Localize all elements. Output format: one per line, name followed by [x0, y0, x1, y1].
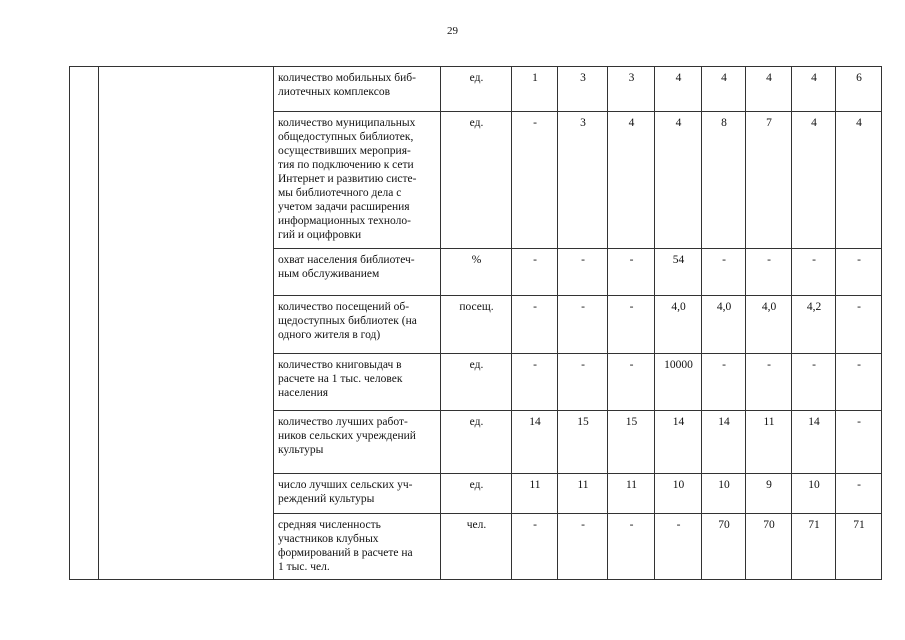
- table-body: [70, 67, 882, 580]
- value-cell: -: [558, 514, 608, 580]
- value-cell: -: [558, 249, 608, 296]
- indicator-cell: число лучших сельских уч- реждений культуры: [274, 474, 441, 514]
- value-cell: 10: [655, 474, 702, 514]
- value-cell: 10: [702, 474, 746, 514]
- value-cell: 71: [836, 514, 882, 580]
- unit-cell: посещ.: [441, 296, 512, 354]
- value-cell: 6: [836, 67, 882, 112]
- value-cell: 9: [746, 474, 792, 514]
- value-cell: -: [512, 514, 558, 580]
- value-cell: 10: [792, 474, 836, 514]
- unit-cell: %: [441, 249, 512, 296]
- unit-cell: ед.: [441, 411, 512, 474]
- value-cell: 4: [608, 112, 655, 249]
- value-cell: 11: [512, 474, 558, 514]
- indicator-cell: охват населения библиотеч- ным обслуживанием: [274, 249, 441, 296]
- value-cell: 70: [702, 514, 746, 580]
- value-cell: 10000: [655, 354, 702, 411]
- value-cell: -: [512, 354, 558, 411]
- indicator-cell: количество лучших работ- ников сельских учреждений культуры: [274, 411, 441, 474]
- value-cell: 14: [512, 411, 558, 474]
- program-column-cell: [99, 67, 274, 580]
- value-cell: 4: [655, 112, 702, 249]
- value-cell: -: [792, 249, 836, 296]
- number-column-cell: [70, 67, 99, 580]
- value-cell: -: [512, 249, 558, 296]
- value-cell: 4: [792, 67, 836, 112]
- unit-cell: ед.: [441, 354, 512, 411]
- value-cell: -: [746, 249, 792, 296]
- value-cell: 11: [746, 411, 792, 474]
- value-cell: 15: [558, 411, 608, 474]
- value-cell: 4: [702, 67, 746, 112]
- value-cell: -: [702, 354, 746, 411]
- value-cell: -: [512, 296, 558, 354]
- value-cell: 3: [608, 67, 655, 112]
- value-cell: -: [836, 354, 882, 411]
- value-cell: 8: [702, 112, 746, 249]
- value-cell: 15: [608, 411, 655, 474]
- indicator-cell: количество посещений об- щедоступных библиотек (на одного жителя в год): [274, 296, 441, 354]
- value-cell: 3: [558, 112, 608, 249]
- value-cell: 11: [608, 474, 655, 514]
- indicator-cell: количество муниципальных общедоступных библиотек, осуществивших мероприя- тия по подключению к сети Интернет и развитию систе- мы библиотечного дела с учетом задачи расширения информационных техноло- гий и оцифровки: [274, 112, 441, 249]
- value-cell: 71: [792, 514, 836, 580]
- unit-cell: ед.: [441, 112, 512, 249]
- value-cell: -: [558, 354, 608, 411]
- value-cell: 4: [792, 112, 836, 249]
- value-cell: -: [836, 249, 882, 296]
- value-cell: 7: [746, 112, 792, 249]
- value-cell: 54: [655, 249, 702, 296]
- value-cell: 11: [558, 474, 608, 514]
- table-row: [70, 67, 882, 112]
- indicator-cell: средняя численность участников клубных формирований в расчете на 1 тыс. чел.: [274, 514, 441, 580]
- value-cell: -: [608, 296, 655, 354]
- value-cell: -: [792, 354, 836, 411]
- value-cell: -: [608, 249, 655, 296]
- indicators-table: [69, 66, 882, 580]
- unit-cell: ед.: [441, 474, 512, 514]
- value-cell: 4,2: [792, 296, 836, 354]
- value-cell: -: [746, 354, 792, 411]
- value-cell: -: [836, 474, 882, 514]
- value-cell: -: [702, 249, 746, 296]
- value-cell: -: [655, 514, 702, 580]
- value-cell: 70: [746, 514, 792, 580]
- indicator-cell: количество книговыдач в расчете на 1 тыс. человек населения: [274, 354, 441, 411]
- value-cell: 4,0: [655, 296, 702, 354]
- unit-cell: ед.: [441, 67, 512, 112]
- value-cell: 1: [512, 67, 558, 112]
- value-cell: -: [608, 514, 655, 580]
- value-cell: 4,0: [746, 296, 792, 354]
- value-cell: -: [836, 411, 882, 474]
- value-cell: -: [608, 354, 655, 411]
- value-cell: -: [512, 112, 558, 249]
- value-cell: 3: [558, 67, 608, 112]
- value-cell: -: [558, 296, 608, 354]
- value-cell: 14: [655, 411, 702, 474]
- unit-cell: чел.: [441, 514, 512, 580]
- value-cell: 4,0: [702, 296, 746, 354]
- value-cell: 14: [792, 411, 836, 474]
- value-cell: 4: [836, 112, 882, 249]
- value-cell: -: [836, 296, 882, 354]
- value-cell: 14: [702, 411, 746, 474]
- value-cell: 4: [746, 67, 792, 112]
- indicator-cell: количество мобильных биб- лиотечных комплексов: [274, 67, 441, 112]
- page-number: 29: [447, 25, 458, 37]
- value-cell: 4: [655, 67, 702, 112]
